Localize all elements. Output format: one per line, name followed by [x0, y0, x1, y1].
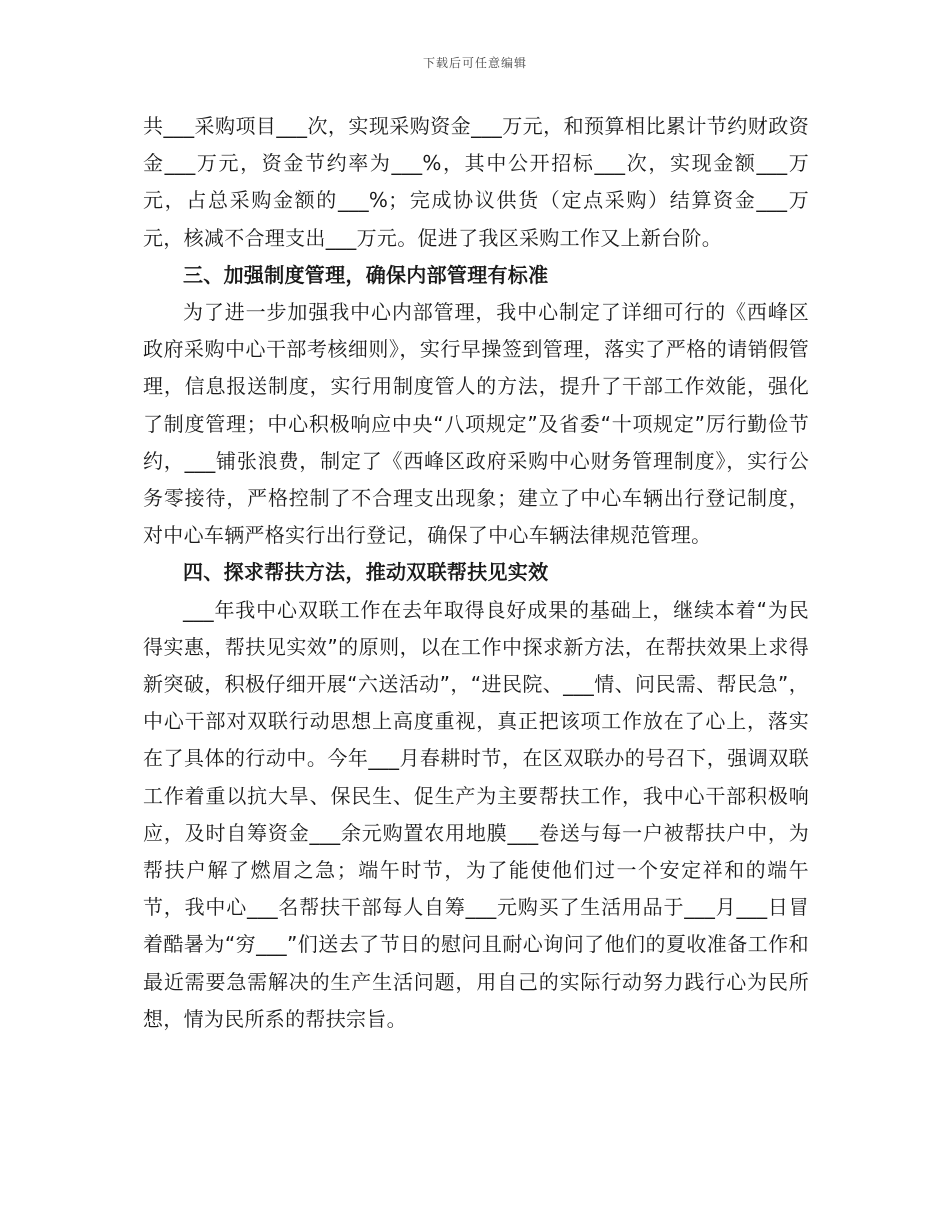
section-heading-4: 四、探求帮扶方法，推动双联帮扶见实效 — [183, 560, 549, 585]
paragraph-internal-management: 为了进一步加强我中心内部管理，我中心制定了详细可行的《西峰区政府采购中心干部考核细则》，实行早操签到管理，落实了严格的请销假管理，信息报送制度，实行用制度管人的方法，提升了干部工作效能，强化了制度管理；中心积极响应中央“八项规定”及省委“十项规定”厉行勤俭节约，___铺张浪费，制定了《西峰区政府采购中心财务管理制度》，实行公务零接待，严格控制了不合理支出现象；建立了中心车辆出行登记制度，对中心车辆严格实行出行登记，确保了中心车辆法律规范管理。 — [143, 300, 809, 548]
paragraph-procurement-results: 共___采购项目___次，实现采购资金___万元，和预算相比累计节约财政资金___万元，资金节约率为___%，其中公开招标___次，实现金额___万元，占总采购金额的___%；完成协议供货（定点采购）结算资金___万元，核减不合理支出___万元。促进了我区采购工作又上新台阶。 — [143, 114, 809, 250]
document-body — [143, 108, 809, 1038]
paragraph-assistance-work: ___年我中心双联工作在去年取得良好成果的基础上，继续本着“为民得实惠，帮扶见实效”的原则，以在工作中探求新方法，在帮扶效果上求得新突破，积极仔细开展“六送活动”，“进民院、___情、问民需、帮民急”，中心干部对双联行动思想上高度重视，真正把该项工作放在了心上，落实在了具体的行动中。今年___月春耕时节，在区双联办的号召下，强调双联工作着重以抗大旱、保民生、促生产为主要帮扶工作，我中心干部积极响应，及时自筹资金___余元购置农用地膜___卷送与每一户被帮扶户中，为帮扶户解了燃眉之急；端午时节，为了能使他们过一个安定祥和的端午节，我中心___名帮扶干部每人自筹___元购买了生活用品于___月___日冒着酷暑为“穷___”们送去了节日的慰问且耐心询问了他们的夏收准备工作和最近需要急需解决的生产生活问题，用自己的实际行动努力践行心为民所想，情为民所系的帮扶宗旨。 — [143, 597, 809, 1031]
header-note: 下载后可任意编辑 — [422, 56, 527, 70]
section-heading-3: 三、加强制度管理，确保内部管理有标准 — [183, 262, 549, 287]
